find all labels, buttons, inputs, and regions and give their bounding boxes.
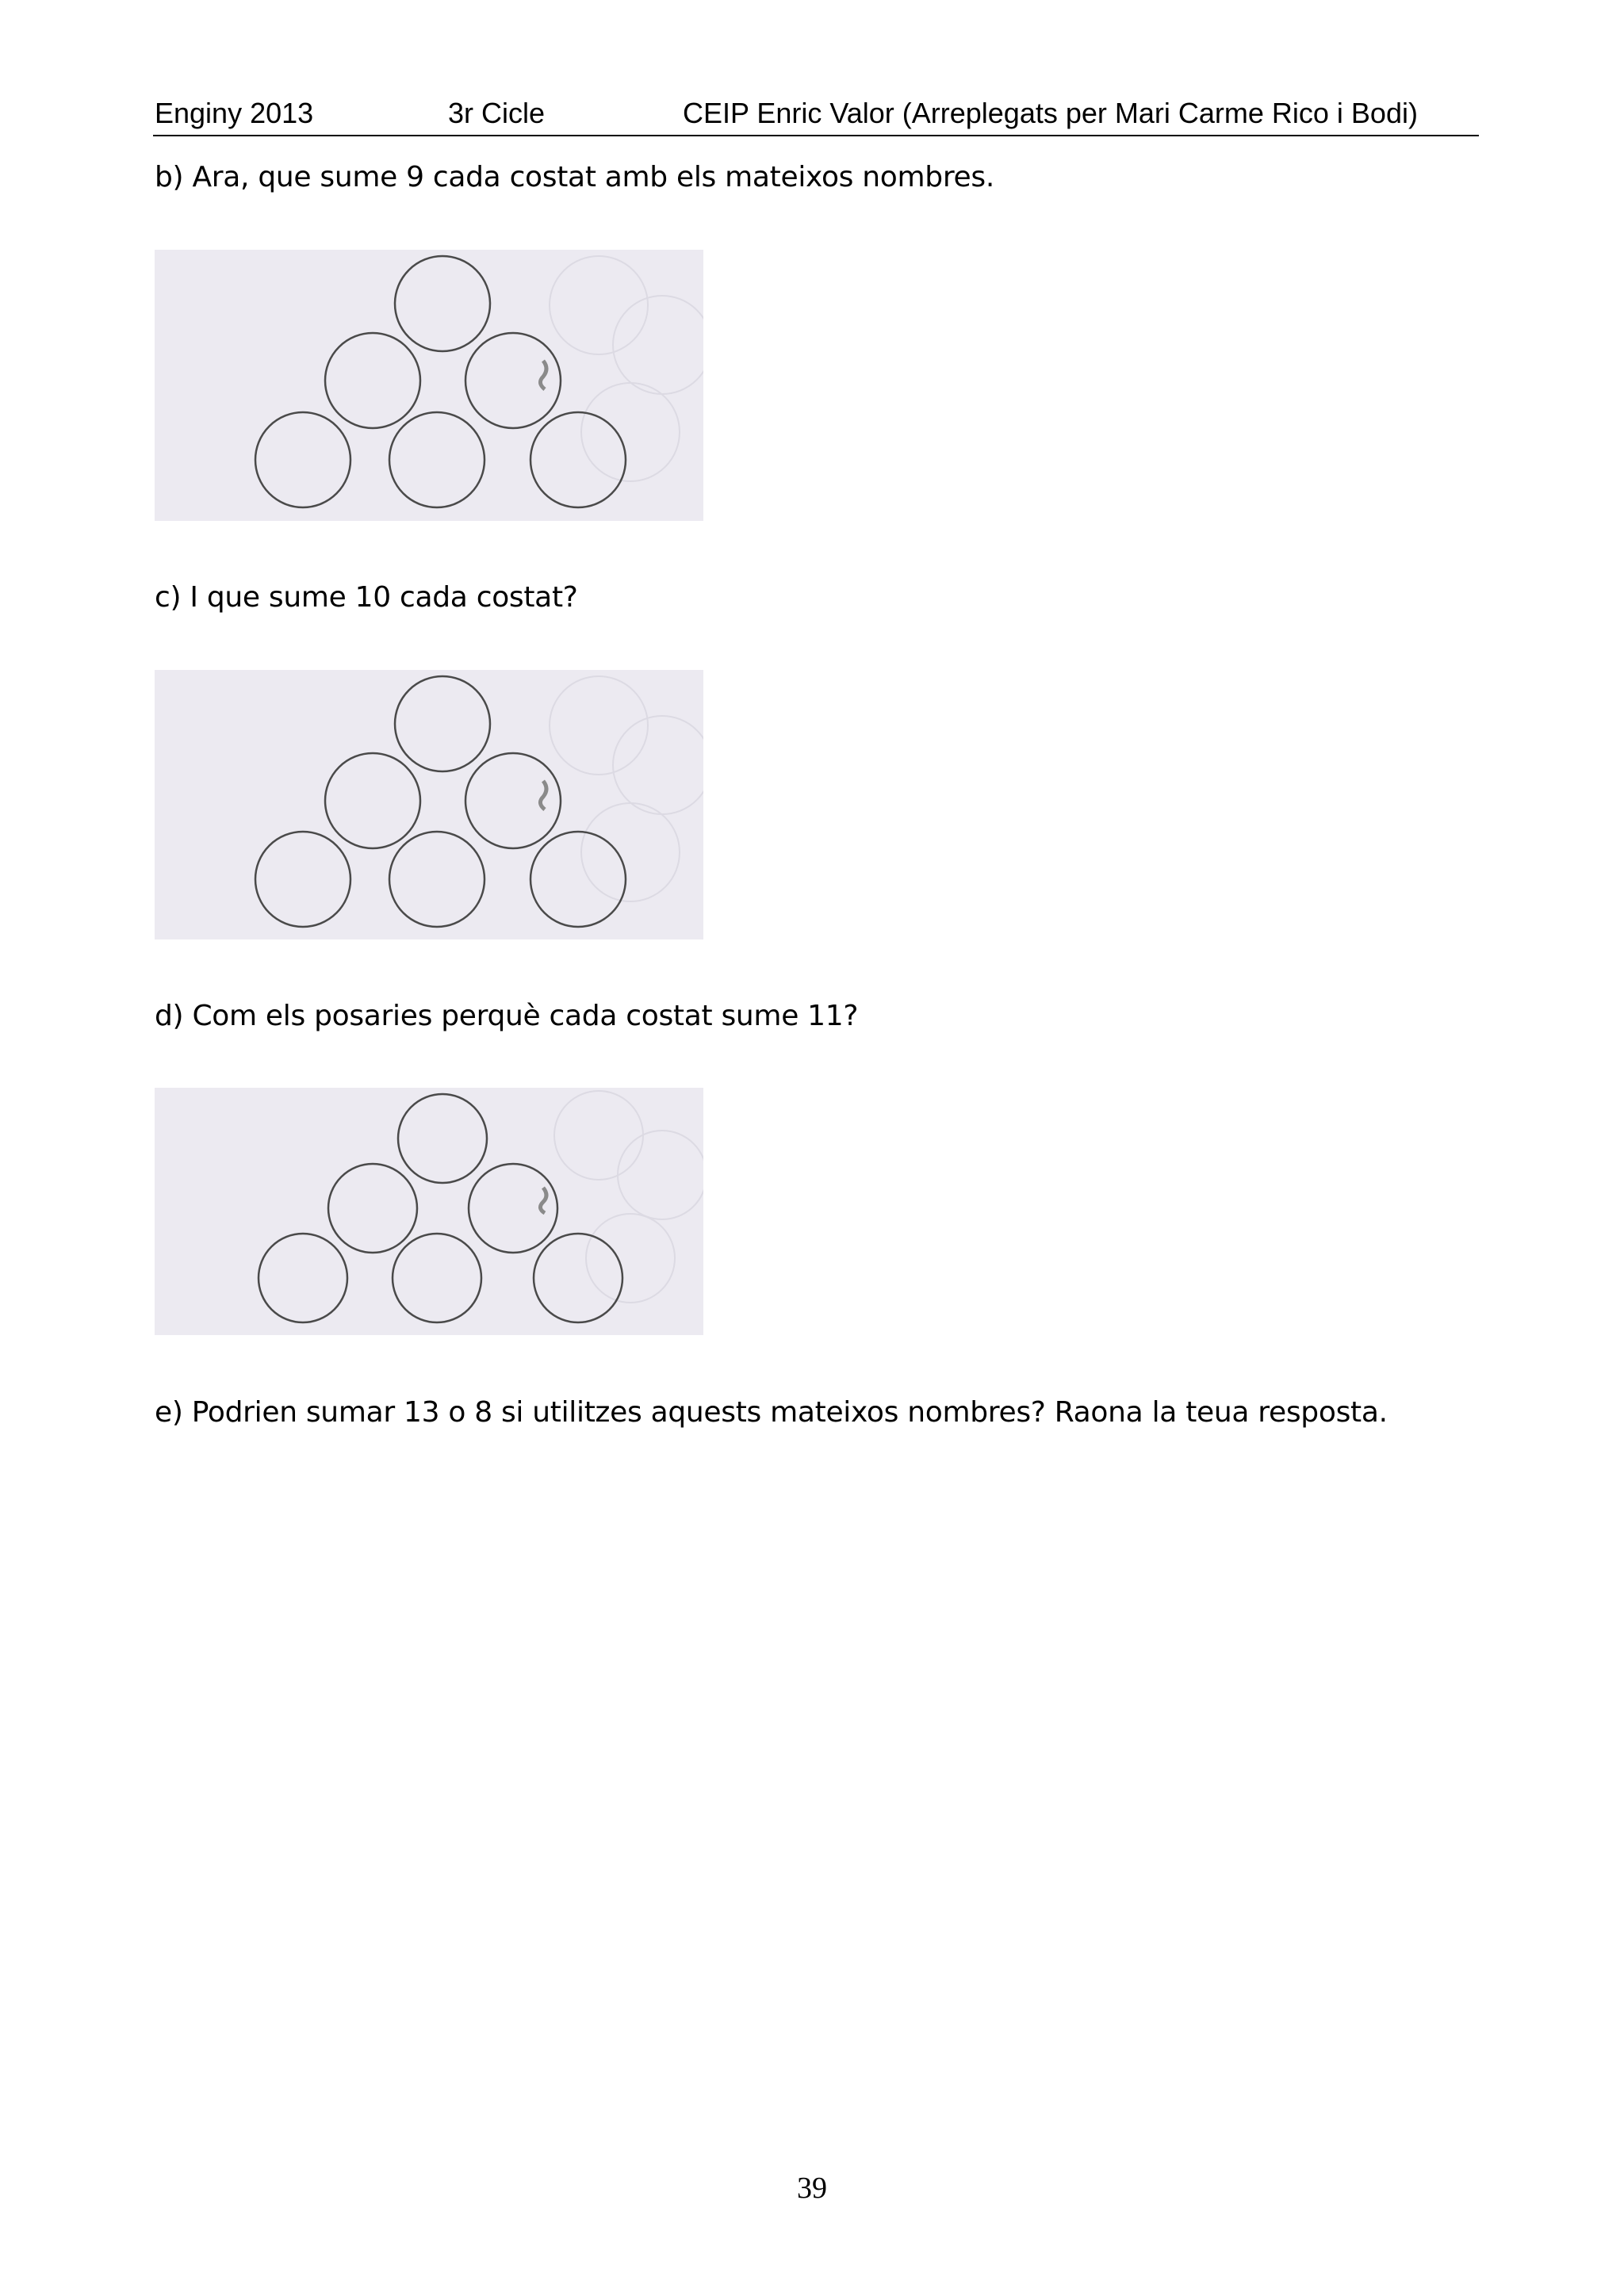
header-cycle: 3r Cicle bbox=[448, 97, 546, 129]
page-number: 39 bbox=[797, 2172, 827, 2205]
circle-top bbox=[395, 256, 490, 351]
circle-bottom-center bbox=[389, 412, 485, 507]
circle-top bbox=[398, 1094, 487, 1183]
circle-middle-left bbox=[328, 1164, 417, 1253]
circle-middle-right bbox=[465, 333, 561, 428]
circle-bottom-right bbox=[530, 412, 626, 507]
circle-bottom-center bbox=[393, 1234, 481, 1322]
header-title: Enginy 2013 bbox=[155, 97, 314, 129]
question-d: d) Com els posaries perquè cada costat sume 11? bbox=[155, 1000, 859, 1032]
circle-bottom-left bbox=[255, 832, 350, 927]
circle-bottom-left bbox=[255, 412, 350, 507]
triangle-circles-figure-d bbox=[155, 1088, 703, 1335]
header-school: CEIP Enric Valor (Arreplegats per Mari Carme Rico i Bodi) bbox=[683, 97, 1418, 129]
circle-bottom-right bbox=[530, 832, 626, 927]
circle-bottom-center bbox=[389, 832, 485, 927]
circle-top bbox=[395, 676, 490, 771]
circle-middle-left bbox=[325, 753, 420, 848]
circle-bottom-left bbox=[259, 1234, 347, 1322]
circle-middle-right bbox=[469, 1164, 557, 1253]
circle-bottom-right bbox=[534, 1234, 622, 1322]
page-header bbox=[153, 94, 1479, 136]
question-e: e) Podrien sumar 13 o 8 si utilitzes aquests mateixos nombres? Raona la teua resposta. bbox=[155, 1396, 1388, 1429]
triangle-circles-figure-b bbox=[155, 250, 703, 521]
circle-middle-left bbox=[325, 333, 420, 428]
triangle-circles-figure-c bbox=[155, 670, 703, 939]
question-b: b) Ara, que sume 9 cada costat amb els mateixos nombres. bbox=[155, 161, 994, 193]
question-c: c) I que sume 10 cada costat? bbox=[155, 581, 578, 614]
circle-middle-right bbox=[465, 753, 561, 848]
